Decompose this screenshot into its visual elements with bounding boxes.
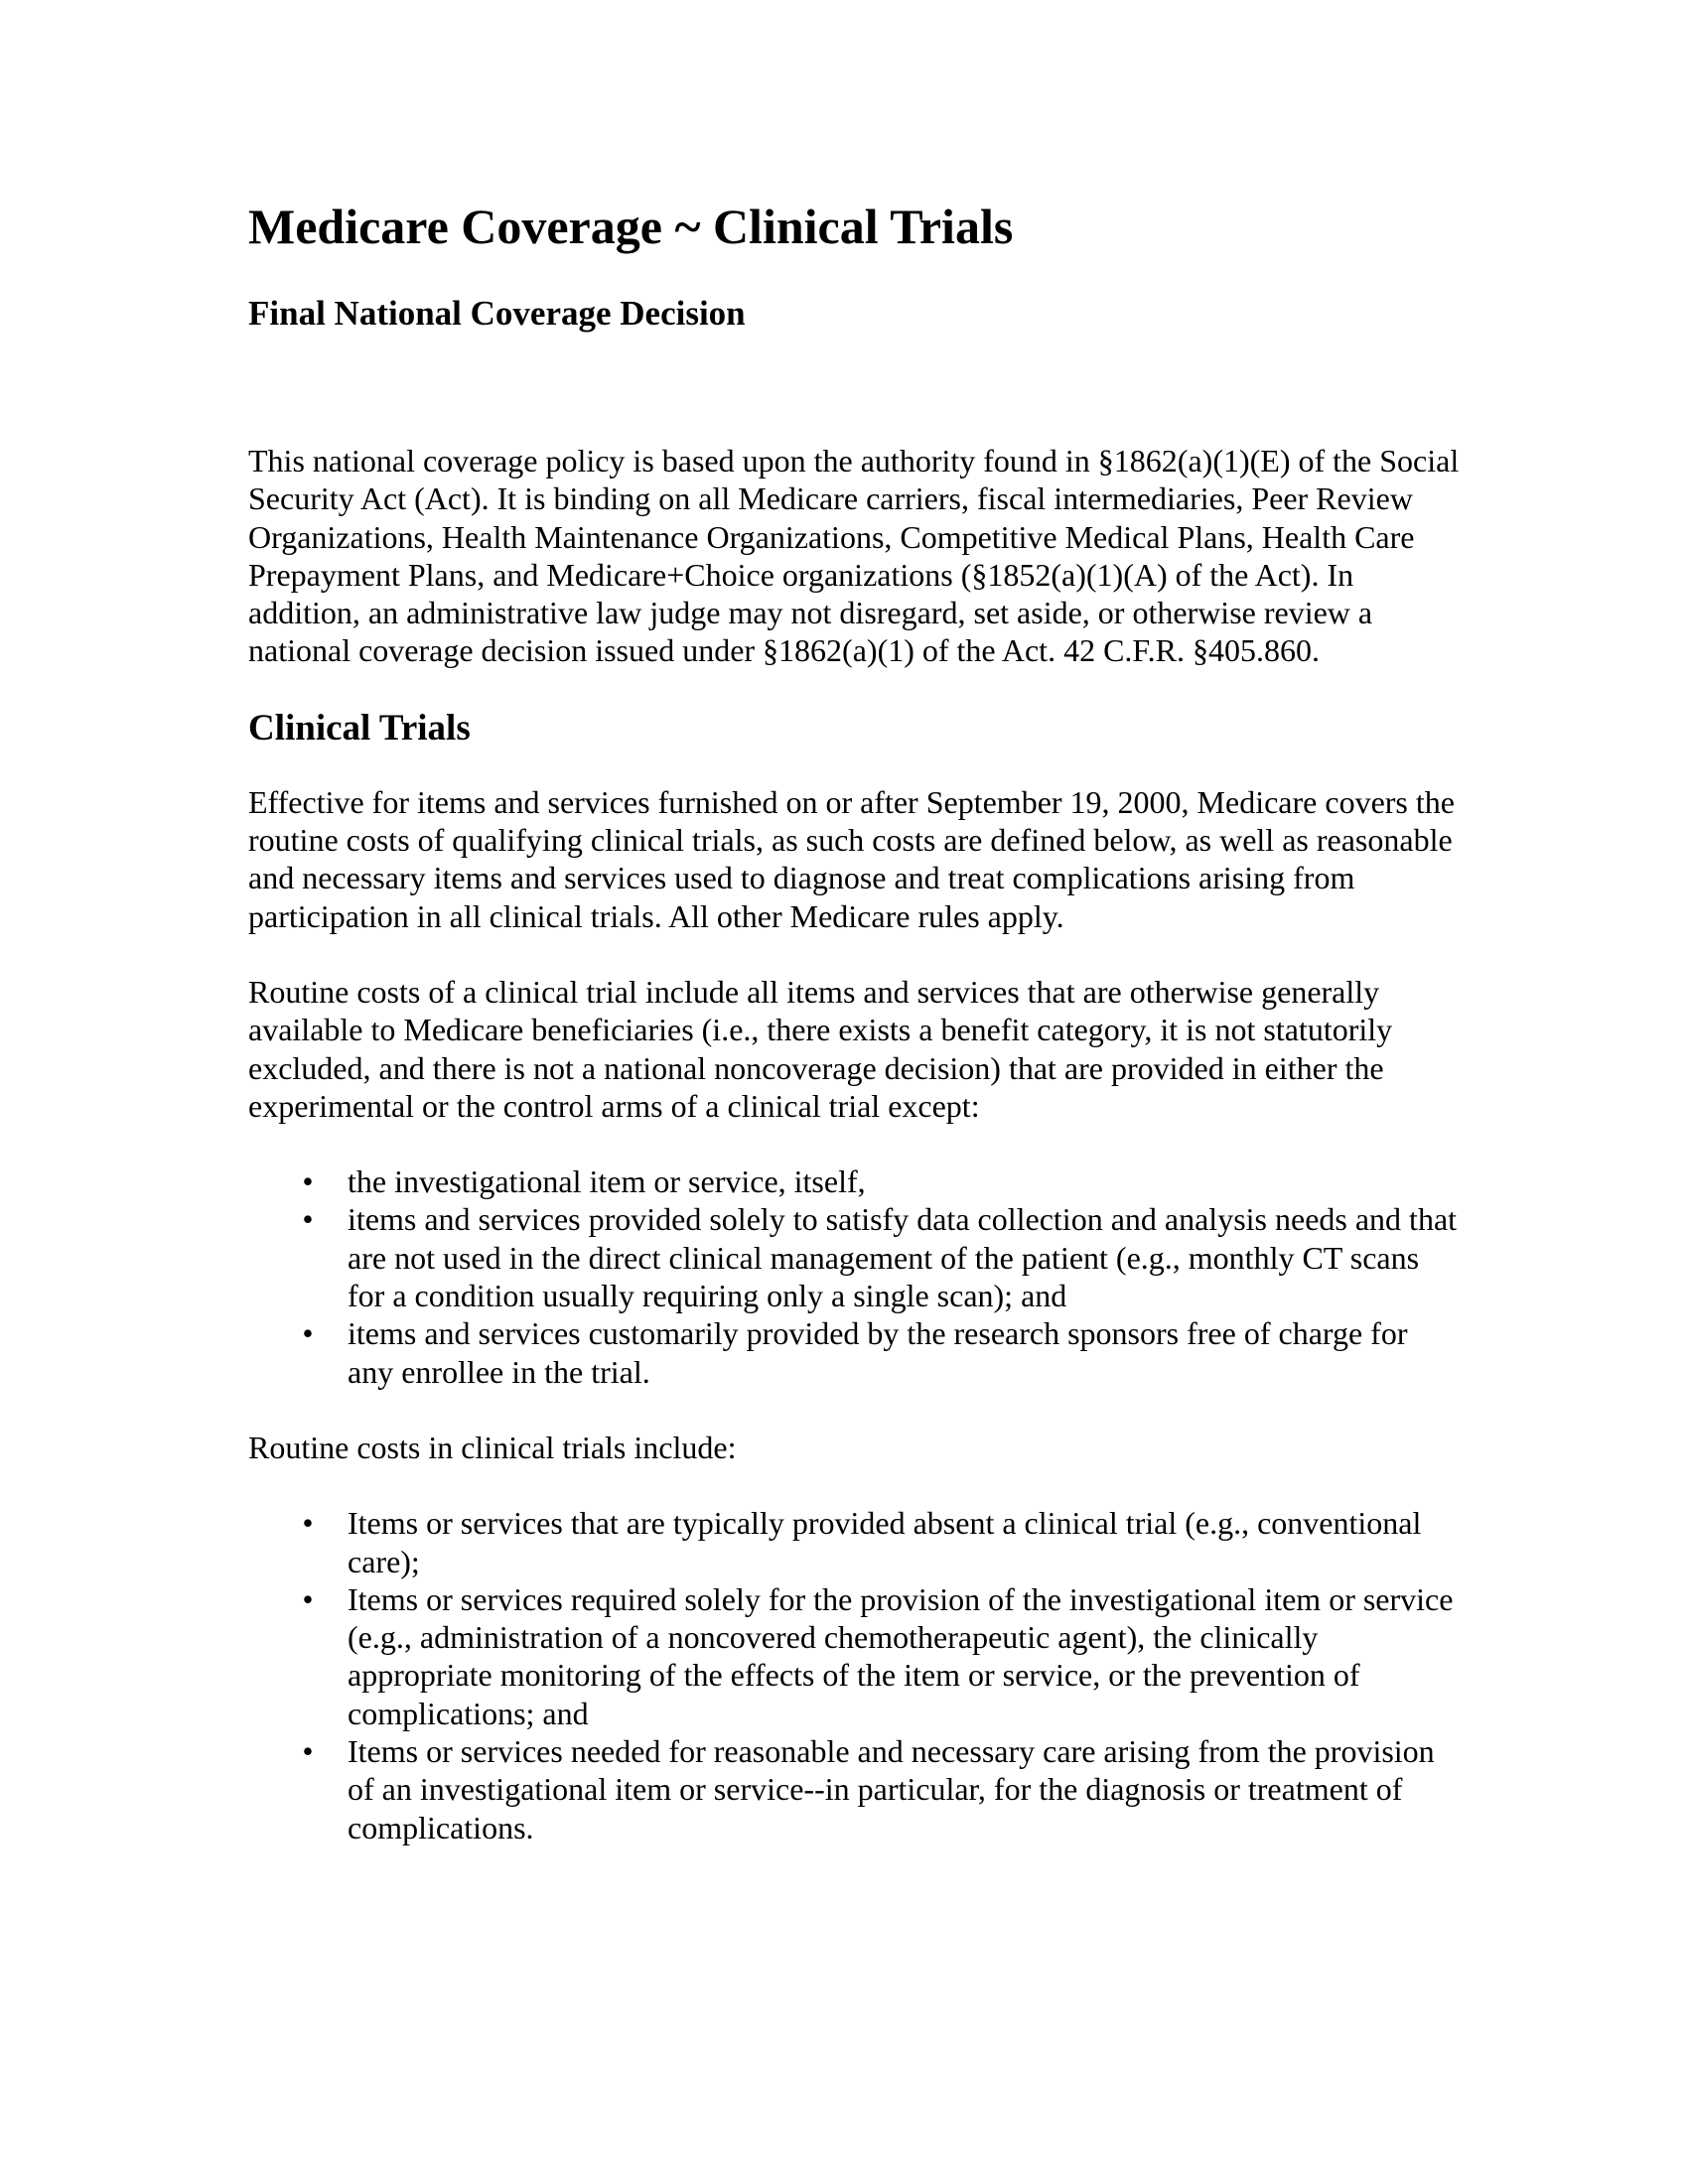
bullet-icon: • [302, 1315, 314, 1352]
list-item-text: Items or services needed for reasonable and necessary care arising from the provision of an investigational item or service--in particular, for the diagnosis or treatment of complications. [348, 1733, 1435, 1845]
list-item [248, 1314, 1460, 1391]
list-item [248, 1162, 1460, 1200]
list-item-text: items and services provided solely to satisfy data collection and analysis needs and that are not used in the direct clinical management of the patient (e.g., monthly CT scans for a condition usually requiring only a single scan); and [348, 1201, 1458, 1314]
list-item-text: Items or services required solely for the provision of the investigational item or service (e.g., administration of a noncovered chemotherapeutic agent), the clinically appropriate monitoring of the effects of the item or service, or the prevention of complications; and [348, 1580, 1454, 1731]
section-heading-clinical-trials: Clinical Trials [248, 707, 471, 749]
page-subtitle: Final National Coverage Decision [248, 294, 746, 333]
page-title: Medicare Coverage ~ Clinical Trials [248, 199, 1014, 254]
exceptions-list [248, 1162, 1460, 1391]
list-item [248, 1200, 1460, 1314]
bullet-icon: • [302, 1580, 314, 1617]
list-item-text: Items or services that are typically provided absent a clinical trial (e.g., conventional care); [348, 1505, 1422, 1579]
list-item-text: the investigational item or service, itself, [348, 1163, 866, 1200]
list-item [248, 1732, 1460, 1846]
bullet-icon: • [302, 1201, 314, 1238]
bullet-icon: • [302, 1733, 314, 1770]
list-item [248, 1504, 1460, 1580]
includes-intro-paragraph: Routine costs in clinical trials include: [248, 1429, 737, 1465]
list-item-text: items and services customarily provided by the research sponsors free of charge for any enrollee in the trial. [348, 1315, 1408, 1390]
bullet-icon: • [302, 1505, 314, 1542]
document-body [248, 195, 1460, 1846]
intro-paragraph: This national coverage policy is based upon the authority found in §1862(a)(1)(E) of the Social Security Act (Act). It is binding on all Medicare carriers, fiscal intermediaries, Peer Review Organizations, Health Maintenance Organizations, Competitive Medical Plans, Health Care Prepayment Plans, and Medicare+Choice organizations (§1852(a)(1)(A) of the Act). In addition, an administrative law judge may not disregard, set aside, or otherwise review a national coverage decision issued under §1862(a)(1) of the Act. 42 C.F.R. §405.860. [248, 443, 1460, 669]
list-item [248, 1580, 1460, 1732]
effective-paragraph: Effective for items and services furnished on or after September 19, 2000, Medicare covers the routine costs of qualifying clinical trials, as such costs are defined below, as well as reasonable and necessary items and services used to diagnose and treat complications arising from participation in all clinical trials. All other Medicare rules apply. [248, 783, 1455, 934]
routine-costs-paragraph: Routine costs of a clinical trial include all items and services that are otherwise generally available to Medicare beneficiaries (i.e., there exists a benefit category, it is not statutorily excluded, and there is not a national noncoverage decision) that are provided in either the experimental or the control arms of a clinical trial except: [248, 973, 1393, 1124]
bullet-icon: • [302, 1163, 314, 1200]
includes-list [248, 1504, 1460, 1846]
